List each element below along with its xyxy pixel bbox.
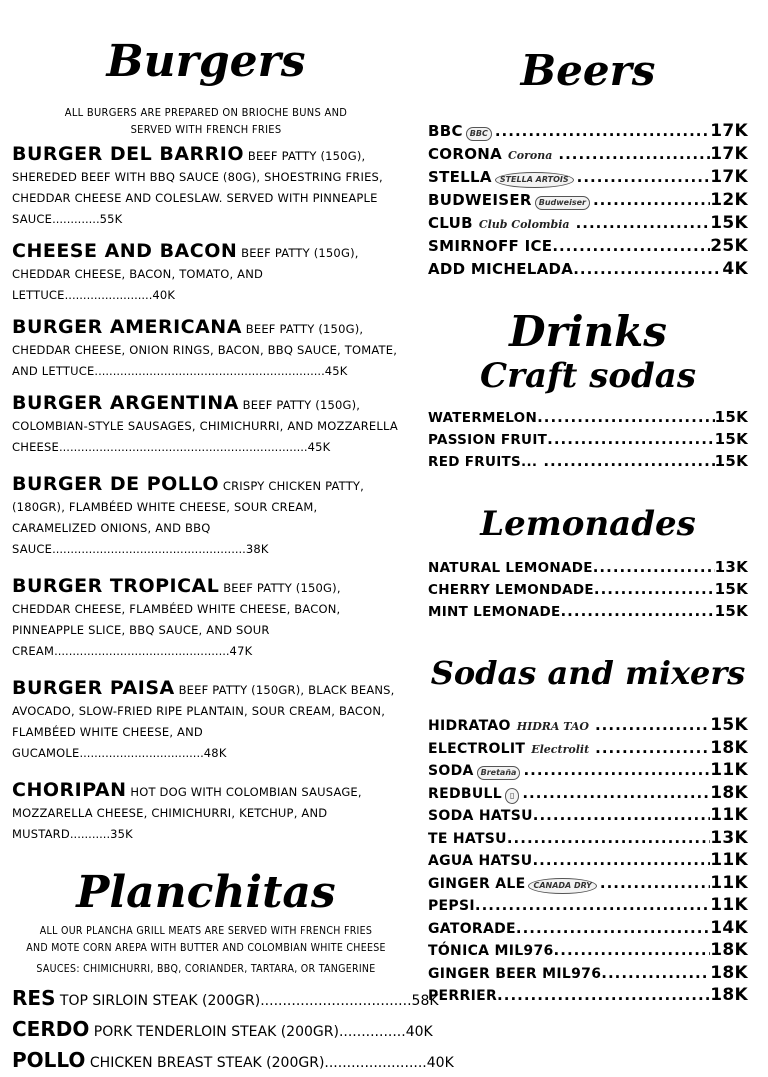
item-price: 18K <box>710 782 748 803</box>
menu-row-watermelon <box>428 407 748 429</box>
dot-leader <box>523 760 710 782</box>
dot-leader <box>497 985 710 1007</box>
item-price: 15K <box>714 408 748 426</box>
item-name: BURGER TROPICAL <box>12 575 220 597</box>
item-price: 55K <box>99 212 123 226</box>
item-name: SODA HATSU <box>428 808 533 824</box>
dot-leader <box>594 579 715 600</box>
item-name: BURGER ARGENTINA <box>12 392 239 414</box>
item-price: 18K <box>710 737 748 758</box>
dot-leader <box>558 143 710 166</box>
item-price: 15K <box>710 213 748 233</box>
item-price: 17K <box>710 121 748 141</box>
bbc-logo: BBC <box>466 127 492 141</box>
dot-leader <box>516 918 710 940</box>
menu-item-choripan: CHORIPAN HOT DOG WITH COLOMBIAN SAUSAGE, MOZZARELLA CHEESE, CHIMICHURRI, KETCHUP, AND MUSTARD...........35K <box>12 779 362 841</box>
item-desc: BEEF PATTY (150G), CHEDDAR CHEESE, FLAMBÉED WHITE CHEESE, BACON, PINNEAPPLE SLICE, BBQ SAUCE, AND SOUR CREAM <box>12 581 341 658</box>
item-name: MINT LEMONADE <box>428 604 561 620</box>
item-price: 17K <box>710 144 748 164</box>
menu-row-club <box>428 212 748 235</box>
item-desc: BEEF PATTY (150G), SHEREDED BEEF WITH BBQ SAUCE (80G), SHOESTRING FRIES, CHEDDAR CHEESE AND COLESLAW. SERVED WITH PINNEAPLE SAUCE <box>12 149 383 226</box>
menu-row-passion-fruit <box>428 429 748 451</box>
item-name: RED FRUITS... <box>428 454 538 470</box>
menu-item-cerdo: CERDO PORK TENDERLOIN STEAK (200GR)...............40K <box>12 1017 433 1041</box>
item-name: GINGER ALE <box>428 875 526 892</box>
item-name: ADD MICHELADA <box>428 260 574 278</box>
menu-item-burger-paisa: BURGER PAISA BEEF PATTY (150GR), BLACK BEANS, AVOCADO, SLOW-FRIED RIPE PLANTAIN, SOUR CREAM, BACON, FLAMBÉED WHITE CHEESE, AND GUCAMOLE..................................48K <box>12 677 395 760</box>
menu-item-burger-argentina: BURGER ARGENTINA BEEF PATTY (150G), COLOMBIAN-STYLE SAUSAGES, CHIMICHURRI, AND MOZZARELLA CHEESE....................................................................45K <box>12 392 398 454</box>
item-price: 15K <box>714 430 748 448</box>
item-desc: HOT DOG WITH COLOMBIAN SAUSAGE, MOZZARELLA CHEESE, CHIMICHURRI, KETCHUP, AND MUSTARD <box>12 785 362 841</box>
dot-leader <box>547 429 714 450</box>
canada-dry-logo: CANADA DRY <box>528 878 596 894</box>
item-price: 18K <box>710 985 748 1005</box>
planchitas-sauces: SAUCES: CHIMICHURRI, BBQ, CORIANDER, TARTARA, OR TANGERINE <box>36 963 376 975</box>
burgers-intro-line1: ALL BURGERS ARE PREPARED ON BRIOCHE BUNS AND <box>64 106 348 119</box>
budweiser-logo: Budweiser <box>535 196 590 210</box>
right-column <box>428 46 748 1008</box>
item-name: STELLA <box>428 168 492 186</box>
item-name: BURGER AMERICANA <box>12 316 242 338</box>
menu-item-burger-americana: BURGER AMERICANA BEEF PATTY (150G), CHEDDAR CHEESE, ONION RINGS, BACON, BBQ SAUCE, TOMATE, AND LETTUCE...............................................................45K <box>12 316 398 378</box>
menu-item-burger-de-pollo: BURGER DE POLLO CRISPY CHICKEN PATTY, (180GR), FLAMBÉED WHITE CHEESE, SOUR CREAM, CARAMELIZED ONIONS, AND BBQ SAUCE.....................................................38K <box>12 473 364 556</box>
item-price: 4K <box>722 259 748 279</box>
item-desc: TOP SIRLOIN STEAK (200GR) <box>59 993 261 1009</box>
item-name: ELECTROLIT <box>428 740 526 757</box>
item-desc: BEEF PATTY (150GR), BLACK BEANS, AVOCADO, SLOW-FRIED RIPE PLANTAIN, SOUR CREAM, BACON, FLAMBÉED WHITE CHEESE, AND GUCAMOLE <box>12 683 395 760</box>
item-name: SMIRNOFF ICE <box>428 237 553 255</box>
item-price: 45K <box>324 364 348 378</box>
craft-sodas-title: Craft sodas <box>480 356 696 396</box>
item-name: TÓNICA MIL976 <box>428 943 554 959</box>
item-desc: BEEF PATTY (150G), COLOMBIAN-STYLE SAUSAGES, CHIMICHURRI, AND MOZZARELLA CHEESE <box>12 398 398 454</box>
item-name: PERRIER <box>428 988 498 1004</box>
corona-logo: Corona <box>508 149 553 162</box>
burgers-intro-line2: SERVED WITH FRENCH FRIES <box>130 123 282 136</box>
menu-row-add-michelada <box>428 258 748 281</box>
menu-row-cherry-lemonade <box>428 579 748 601</box>
dot-leader <box>554 940 711 962</box>
menu-item-pollo: POLLO CHICKEN BREAST STEAK (200GR).......................40K <box>12 1048 454 1072</box>
item-name: BURGER DE POLLO <box>12 473 219 495</box>
redbull-can-icon: ▯ <box>505 788 519 804</box>
menu-row-corona <box>428 143 748 166</box>
club-colombia-logo: Club Colombia <box>478 218 570 231</box>
stella-logo: STELLA ARTOIS <box>495 172 574 188</box>
item-name: HIDRATAO <box>428 718 511 734</box>
electrolit-logo: Electrolit <box>531 742 590 756</box>
burgers-title: Burgers <box>106 36 306 87</box>
lemonades-title: Lemonades <box>480 504 696 544</box>
burgers-intro <box>12 104 400 138</box>
item-desc: BEEF PATTY (150G), CHEDDAR CHEESE, BACON, TOMATO, AND LETTUCE <box>12 246 359 302</box>
item-price: 48K <box>203 746 227 760</box>
item-name: GINGER BEER MIL976 <box>428 965 602 982</box>
dot-leader <box>543 451 714 472</box>
dot-leader <box>576 212 711 235</box>
planchitas-title: Planchitas <box>76 867 336 918</box>
planchitas-intro-line2: AND MOTE CORN AREPA WITH BUTTER AND COLOMBIAN WHITE CHEESE <box>26 942 386 954</box>
item-price: 40K <box>405 1024 433 1040</box>
item-price: 15K <box>710 715 748 735</box>
item-price: 11K <box>710 805 748 825</box>
menu-row-mint-lemonade <box>428 601 748 623</box>
item-name: AGUA HATSU <box>428 853 533 869</box>
item-price: 11K <box>710 872 748 893</box>
item-name: WATERMELON <box>428 410 538 426</box>
dot-leader <box>507 828 710 850</box>
item-price: 15K <box>714 602 748 620</box>
item-name: BBC <box>428 122 463 140</box>
item-price: 12K <box>710 190 748 210</box>
menu-row-agua-hatsu <box>428 850 748 873</box>
item-price: 45K <box>307 440 331 454</box>
menu-row-tonica-mil976 <box>428 940 748 963</box>
item-name: POLLO <box>12 1048 86 1072</box>
menu-row-pepsi <box>428 895 748 918</box>
item-price: 13K <box>714 558 748 576</box>
menu-row-ginger-beer-mil976 <box>428 963 748 986</box>
menu-item-burger-del-barrio: BURGER DEL BARRIO BEEF PATTY (150G), SHEREDED BEEF WITH BBQ SAUCE (80G), SHOESTRING FRIES, CHEDDAR CHEESE AND COLESLAW. SERVED WITH PINNEAPLE SAUCE.............55K <box>12 143 383 226</box>
item-name: SODA <box>428 763 474 779</box>
menu-row-perrier <box>428 985 748 1008</box>
dot-leader <box>595 715 710 737</box>
item-price: 18K <box>710 940 748 960</box>
dot-leader <box>475 895 710 917</box>
menu-row-electrolit <box>428 738 748 761</box>
planchitas-intro <box>12 923 400 978</box>
item-price: 38K <box>245 542 269 556</box>
item-name: CERDO <box>12 1017 90 1041</box>
menu-row-te-hatsu <box>428 828 748 851</box>
dot-leader <box>532 850 710 872</box>
dot-leader <box>522 783 710 805</box>
drinks-title: Drinks <box>509 307 667 356</box>
item-desc: BEEF PATTY (150G), CHEDDAR CHEESE, ONION RINGS, BACON, BBQ SAUCE, TOMATE, AND LETTUCE <box>12 322 398 378</box>
menu-row-redbull <box>428 783 748 806</box>
item-price: 35K <box>110 827 133 841</box>
menu-row-gatorade <box>428 918 748 941</box>
item-name: NATURAL LEMONADE <box>428 560 593 576</box>
dot-leader <box>593 189 710 212</box>
item-name: GATORADE <box>428 920 516 937</box>
menu-row-hidratao <box>428 715 748 738</box>
menu-row-soda-hatsu <box>428 805 748 828</box>
beers-title: Beers <box>520 46 656 95</box>
menu-row-budweiser <box>428 189 748 212</box>
item-price: 11K <box>710 895 748 915</box>
item-price: 58K <box>411 993 439 1009</box>
dot-leader <box>595 738 710 760</box>
item-price: 11K <box>710 760 748 780</box>
planchitas-intro-line1: ALL OUR PLANCHA GRILL MEATS ARE SERVED WITH FRENCH FRIES <box>39 925 373 937</box>
dot-leader <box>495 120 710 143</box>
item-desc: CRISPY CHICKEN PATTY, (180GR), FLAMBÉED WHITE CHEESE, SOUR CREAM, CARAMELIZED ONIONS, AND BBQ SAUCE <box>12 479 364 556</box>
item-name: REDBULL <box>428 785 502 802</box>
menu-item-cheese-and-bacon: CHEESE AND BACON BEEF PATTY (150G), CHEDDAR CHEESE, BACON, TOMATO, AND LETTUCE........................40K <box>12 240 359 302</box>
item-price: 13K <box>710 827 748 848</box>
dot-leader <box>601 963 710 985</box>
item-price: 15K <box>714 452 748 470</box>
item-price: 40K <box>152 288 176 302</box>
item-name: TE HATSU <box>428 830 507 847</box>
item-name: RES <box>12 986 56 1010</box>
item-name: PASSION FRUIT <box>428 432 548 448</box>
dot-leader <box>533 805 710 827</box>
item-name: CHERRY LEMONDADE <box>428 582 594 598</box>
dot-leader <box>537 407 715 428</box>
dot-leader <box>593 557 715 578</box>
dot-leader <box>600 873 710 895</box>
menu-row-soda <box>428 760 748 783</box>
sodas-mixers-title: Sodas and mixers <box>430 654 746 692</box>
menu-item-burger-tropical: BURGER TROPICAL BEEF PATTY (150G), CHEDDAR CHEESE, FLAMBÉED WHITE CHEESE, BACON, PINNEAPPLE SLICE, BBQ SAUCE, AND SOUR CREAM................................................47K <box>12 575 341 658</box>
item-price: 11K <box>710 850 748 870</box>
item-price: 18K <box>710 962 748 983</box>
menu-row-red-fruits <box>428 451 748 473</box>
item-price: 40K <box>426 1055 454 1071</box>
item-desc: CHICKEN BREAST STEAK (200GR) <box>89 1055 325 1071</box>
item-price: 17K <box>710 167 748 187</box>
dot-leader <box>560 601 714 622</box>
item-name: BURGER PAISA <box>12 677 175 699</box>
item-name: BUDWEISER <box>428 191 532 209</box>
dot-leader <box>573 258 722 281</box>
menu-item-res: RES TOP SIRLOIN STEAK (200GR)..................................58K <box>12 986 439 1010</box>
menu-row-ginger-ale <box>428 873 748 896</box>
menu-row-bbc <box>428 120 748 143</box>
menu-row-smirnoff-ice <box>428 235 748 258</box>
item-name: CHORIPAN <box>12 779 127 801</box>
item-name: CHEESE AND BACON <box>12 240 238 262</box>
item-name: BURGER DEL BARRIO <box>12 143 245 165</box>
hidratao-logo: HIDRA TAO <box>516 720 589 733</box>
bretana-logo: Bretaña <box>477 766 521 780</box>
dot-leader <box>577 166 711 189</box>
item-name: PEPSI <box>428 898 475 914</box>
menu-row-stella <box>428 166 748 189</box>
item-price: 25K <box>710 236 748 256</box>
item-price: 15K <box>714 580 748 598</box>
item-name: CORONA <box>428 145 503 163</box>
item-price: 14K <box>710 917 748 938</box>
item-name: CLUB <box>428 214 473 232</box>
dot-leader <box>552 235 710 258</box>
menu-row-natural-lemonade <box>428 557 748 579</box>
item-desc: PORK TENDERLOIN STEAK (200GR) <box>93 1024 339 1040</box>
item-price: 47K <box>229 644 253 658</box>
